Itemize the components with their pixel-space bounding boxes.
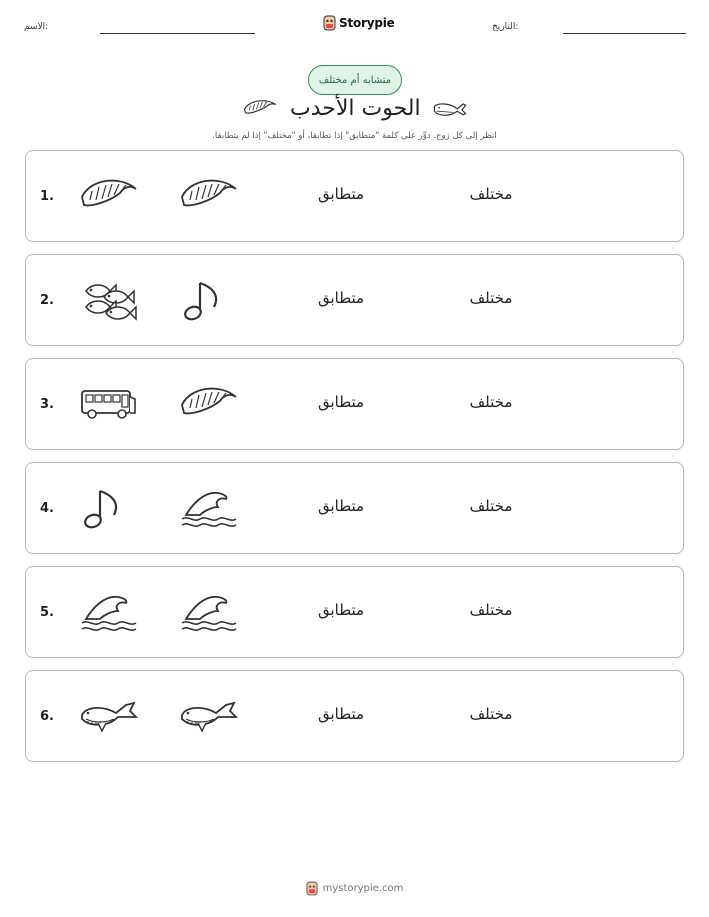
title-row <box>0 94 709 128</box>
same-option[interactable]: متطابق <box>317 289 365 307</box>
pair-row <box>25 566 684 658</box>
music-note-icon <box>78 485 138 533</box>
same-option[interactable]: متطابق <box>317 601 365 619</box>
wave-icon <box>178 589 238 637</box>
baleen-icon <box>178 381 238 429</box>
different-option[interactable]: مختلف <box>469 497 513 515</box>
wave-icon <box>78 589 138 637</box>
name-label: الاسم: <box>24 22 49 32</box>
row-number: 3. <box>40 397 54 412</box>
whale-icon <box>78 693 138 741</box>
brand-name: Storypie <box>339 16 395 30</box>
brand-logo <box>323 14 395 32</box>
page-title: الحوت الأحدب <box>290 96 421 121</box>
different-option[interactable]: مختلف <box>469 185 513 203</box>
storypie-mascot-icon <box>306 881 318 896</box>
row-number: 1. <box>40 189 54 204</box>
date-label: التاريخ: <box>492 22 519 32</box>
music-note-icon <box>178 277 238 325</box>
pair-row <box>25 150 684 242</box>
same-option[interactable]: متطابق <box>317 393 365 411</box>
row-number: 2. <box>40 293 54 308</box>
whale-icon <box>178 693 238 741</box>
worksheet-header <box>0 14 709 44</box>
same-option[interactable]: متطابق <box>317 185 365 203</box>
baleen-icon <box>242 96 278 120</box>
name-line[interactable] <box>100 33 255 34</box>
bus-icon <box>78 381 138 429</box>
different-option[interactable]: مختلف <box>469 393 513 411</box>
category-badge: متشابه أم مختلف <box>308 65 402 95</box>
wave-icon <box>178 485 238 533</box>
whale-icon <box>432 98 468 122</box>
pair-row <box>25 358 684 450</box>
different-option[interactable]: مختلف <box>469 705 513 723</box>
baleen-icon <box>78 173 138 221</box>
baleen-icon <box>178 173 238 221</box>
instructions: انظر إلى كل زوج. دوِّر على كلمة "متطابق" إذا تطابقا، أو "مختلف" إذا لم يتطابقا. <box>212 131 497 141</box>
footer-url[interactable]: mystorypie.com <box>322 883 404 894</box>
row-number: 6. <box>40 709 54 724</box>
same-option[interactable]: متطابق <box>317 497 365 515</box>
fish-school-icon <box>78 277 138 325</box>
pair-row <box>25 254 684 346</box>
same-option[interactable]: متطابق <box>317 705 365 723</box>
different-option[interactable]: مختلف <box>469 601 513 619</box>
row-number: 5. <box>40 605 54 620</box>
pair-row <box>25 462 684 554</box>
row-number: 4. <box>40 501 54 516</box>
different-option[interactable]: مختلف <box>469 289 513 307</box>
date-line[interactable] <box>563 33 686 34</box>
pair-row <box>25 670 684 762</box>
footer <box>0 881 709 896</box>
storypie-mascot-icon <box>323 15 336 31</box>
